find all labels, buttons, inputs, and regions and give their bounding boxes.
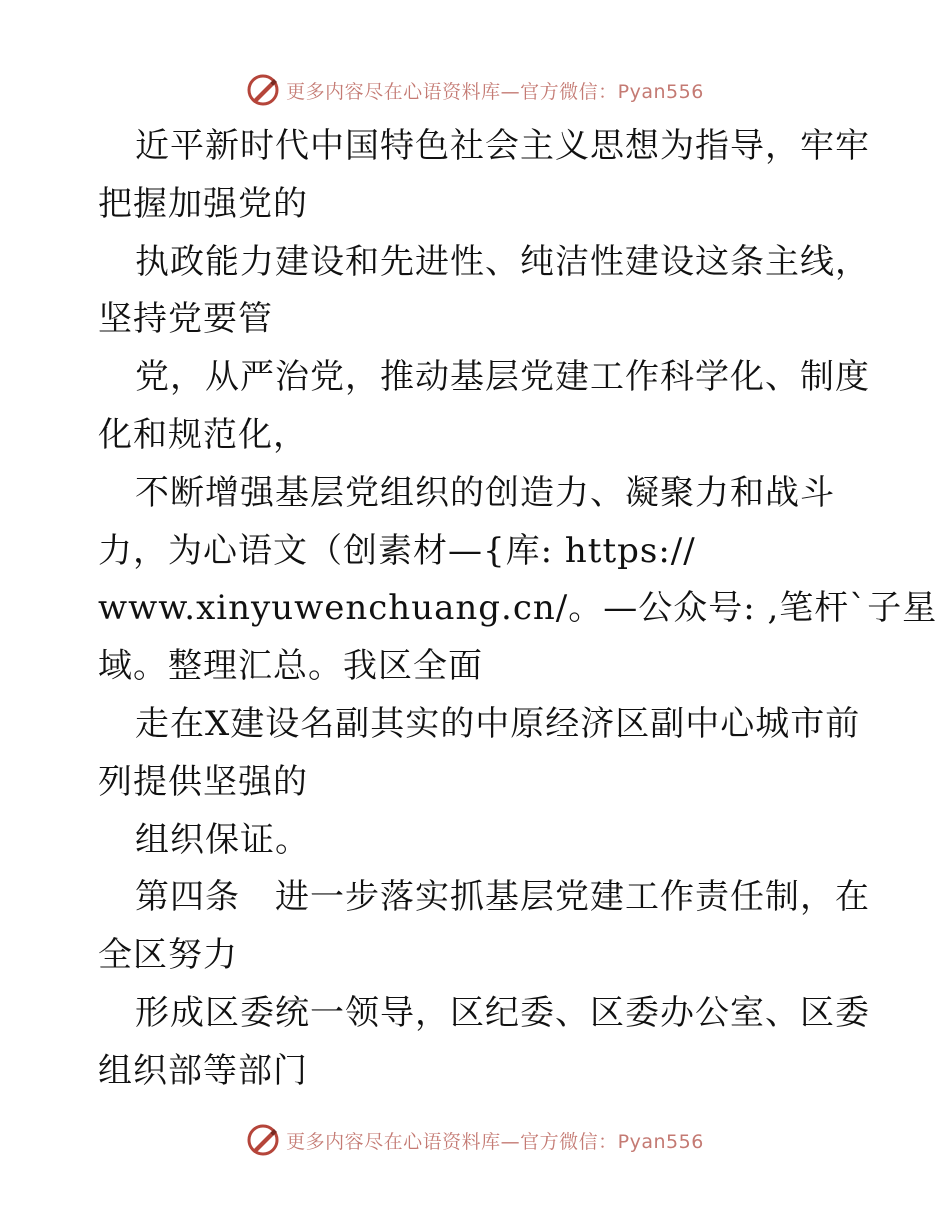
- body-line: 第四条 进一步落实抓基层党建工作责任制，在: [135, 877, 870, 918]
- footer-banner-text: 更多内容尽在心语资料库—官方微信：Pyan556: [286, 1130, 704, 1153]
- header-banner: [0, 70, 950, 110]
- body-line: 化和规范化，: [98, 414, 308, 455]
- footer-banner: [0, 1120, 950, 1160]
- body-line: 走在X建设名副其实的中原经济区副中心城市前: [135, 703, 861, 744]
- body-line: 全区努力: [98, 935, 238, 976]
- pen-logo-icon: [246, 1123, 280, 1157]
- body-line: 力，为心语文（创素材—{库: https://: [98, 530, 696, 571]
- body-line: 组织保证。: [135, 819, 310, 860]
- document-body: [98, 118, 938, 1101]
- body-line: 把握加强党的: [98, 183, 308, 224]
- footer-banner-inner: [246, 1123, 704, 1157]
- body-line: 坚持党要管: [98, 299, 273, 340]
- body-line: 列提供坚强的: [98, 761, 308, 802]
- body-line: 近平新时代中国特色社会主义思想为指导，牢牢: [135, 126, 870, 166]
- header-banner-inner: [246, 73, 704, 107]
- body-line: 组织部等部门: [98, 1050, 308, 1091]
- body-line: 不断增强基层党组织的创造力、凝聚力和战斗: [135, 472, 835, 513]
- body-line: www.xinyuwenchuang.cn/。—公众号: ,笔杆`子星: [98, 588, 938, 629]
- body-line: 形成区委统一领导，区纪委、区委办公室、区委: [135, 992, 870, 1033]
- body-line: 党，从严治党，推动基层党建工作科学化、制度: [135, 357, 870, 398]
- body-line: 域。整理汇总。我区全面: [98, 646, 483, 687]
- pen-logo-icon: [246, 73, 280, 107]
- header-banner-text: 更多内容尽在心语资料库—官方微信：Pyan556: [286, 80, 704, 103]
- body-line: 执政能力建设和先进性、纯洁性建设这条主线，: [135, 241, 870, 282]
